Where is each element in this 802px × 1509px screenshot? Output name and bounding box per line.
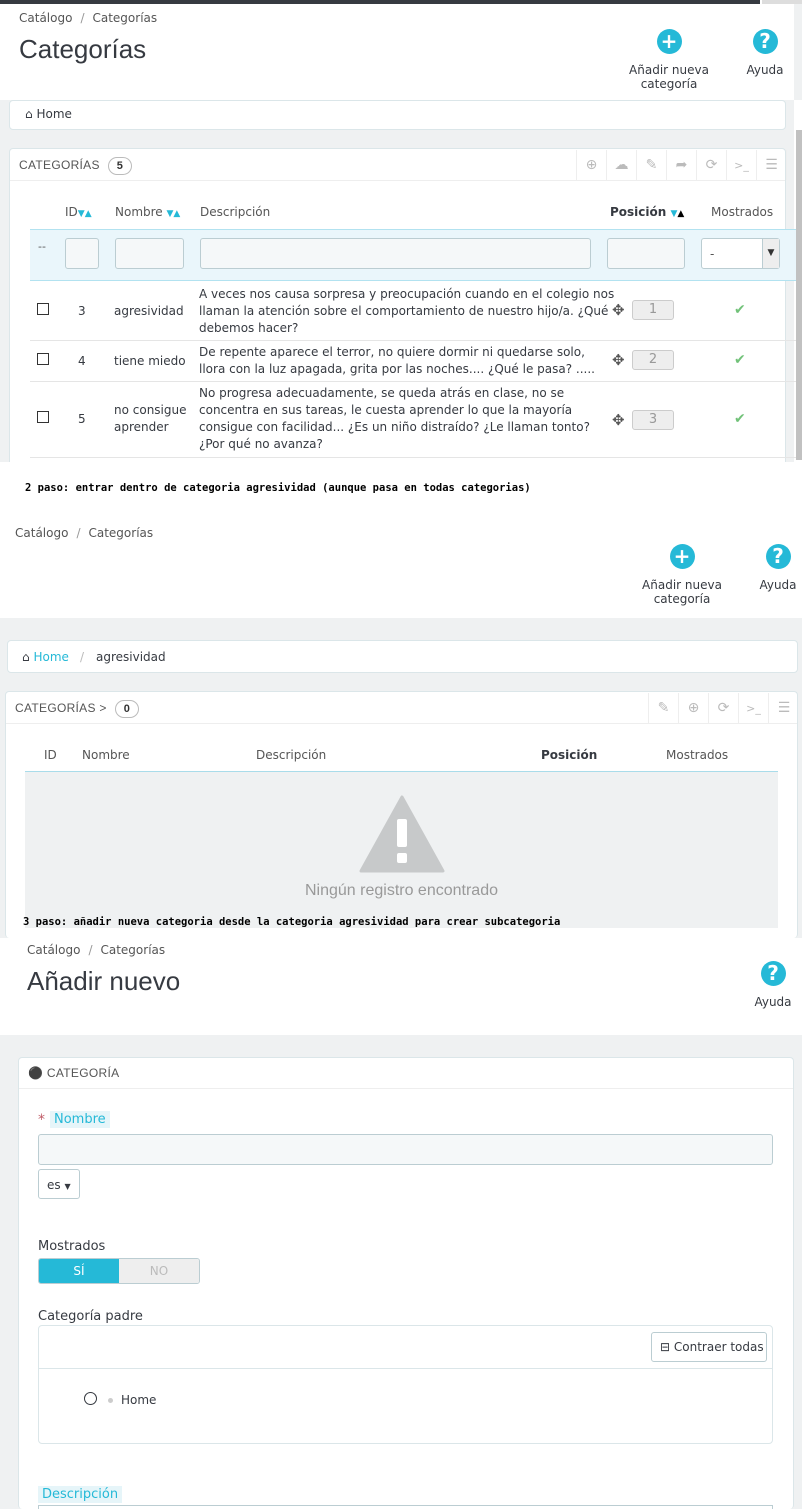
panel-heading bbox=[15, 700, 139, 718]
help-label: Ayuda bbox=[746, 63, 784, 77]
row-checkbox[interactable] bbox=[37, 353, 49, 365]
col-position[interactable] bbox=[610, 205, 684, 219]
panel-heading bbox=[19, 157, 132, 175]
breadcrumb-categories[interactable]: Categorías bbox=[88, 526, 154, 540]
breadcrumb-catalog[interactable]: Catálogo bbox=[19, 11, 73, 25]
refresh-icon[interactable]: ⟳ bbox=[697, 150, 727, 180]
row-desc-line: No progresa adecuadamente, se queda atrás en clase, no se bbox=[199, 386, 565, 400]
drag-move-icon[interactable]: ✥ bbox=[612, 301, 625, 319]
add-category-label: Añadir nueva categoría bbox=[629, 63, 709, 91]
panel-divider bbox=[6, 723, 797, 724]
database-icon[interactable]: ☰ bbox=[777, 700, 791, 716]
question-circle-icon: ? bbox=[766, 544, 791, 569]
help-button[interactable] bbox=[753, 961, 793, 1009]
row-checkbox[interactable] bbox=[37, 411, 49, 423]
panel-divider bbox=[19, 1088, 793, 1089]
switch-no[interactable]: NO bbox=[119, 1259, 199, 1283]
breadcrumb: Catálogo / Categorías bbox=[19, 11, 158, 25]
col-description: Descripción bbox=[200, 205, 271, 219]
plus-circle-icon: + bbox=[670, 544, 695, 569]
sort-arrows-icon[interactable]: ▼▲ bbox=[77, 209, 92, 219]
panel-title: CATEGORÍA bbox=[46, 1066, 120, 1080]
home-label: Home bbox=[33, 650, 69, 664]
breadcrumb: Catálogo / Categorías bbox=[27, 943, 166, 957]
add-category-button[interactable] bbox=[613, 544, 751, 606]
breadcrumb-categories[interactable]: Categorías bbox=[100, 943, 166, 957]
switch-yes[interactable]: SÍ bbox=[39, 1259, 119, 1283]
row-desc-line: A veces nos causa sorpresa y preocupación cuando en el colegio nos bbox=[199, 287, 615, 301]
col-position: Posición bbox=[541, 748, 598, 762]
row-name: no consigue aprender bbox=[114, 403, 187, 434]
share-icon[interactable]: ➦ bbox=[667, 150, 697, 180]
annotation-step-3: 3 paso: añadir nueva categoria desde la categoria agresividad para crear subcategoria bbox=[23, 916, 561, 928]
row-desc-line: debemos hacer? bbox=[199, 321, 299, 335]
col-name: Nombre bbox=[82, 748, 130, 762]
page-title: Añadir nuevo bbox=[27, 966, 181, 996]
home-icon: ⌂ bbox=[25, 107, 33, 121]
drag-move-icon[interactable]: ✥ bbox=[612, 351, 625, 369]
col-name-label: Nombre bbox=[115, 205, 163, 219]
empty-message: Ningún registro encontrado bbox=[304, 882, 498, 899]
count-badge: 5 bbox=[108, 157, 132, 175]
home-radio[interactable] bbox=[84, 1392, 97, 1405]
filter-position-input[interactable] bbox=[607, 238, 685, 269]
warning-icon bbox=[359, 795, 445, 873]
add-icon[interactable]: ⊕ bbox=[679, 693, 709, 723]
drag-move-icon[interactable]: ✥ bbox=[612, 411, 625, 429]
question-circle-icon: ? bbox=[761, 961, 786, 986]
description-label-text: Descripción bbox=[38, 1486, 122, 1503]
name-label bbox=[50, 1111, 110, 1128]
description-editor[interactable] bbox=[38, 1505, 773, 1509]
question-circle-icon: ? bbox=[753, 29, 778, 54]
check-icon[interactable]: ✔ bbox=[734, 352, 746, 368]
required-marker: * bbox=[38, 1112, 45, 1128]
language-value: es bbox=[47, 1178, 61, 1192]
shown-switch[interactable] bbox=[38, 1258, 200, 1284]
sort-arrows-icon[interactable]: ▼▲ bbox=[166, 209, 181, 219]
col-position-label: Posición bbox=[610, 205, 667, 219]
panel-title: CATEGORÍAS bbox=[19, 158, 100, 172]
col-shown: Mostrados bbox=[711, 205, 774, 219]
panel-toolbar bbox=[648, 693, 799, 723]
bullet-icon bbox=[108, 1398, 113, 1403]
row-desc-line: concentra en sus tareas, le cuesta aprender lo que la mayoría bbox=[199, 403, 573, 417]
col-name[interactable] bbox=[115, 205, 180, 219]
name-input[interactable] bbox=[38, 1134, 773, 1165]
description-label bbox=[38, 1486, 122, 1503]
col-id-label: ID bbox=[65, 205, 78, 219]
filter-shown-select[interactable] bbox=[701, 238, 780, 269]
home-label: Home bbox=[36, 107, 72, 121]
row-id: 3 bbox=[78, 304, 86, 318]
refresh-icon[interactable]: ⟳ bbox=[709, 693, 739, 723]
crumb-current: agresividad bbox=[96, 650, 166, 664]
filter-dash: -- bbox=[38, 240, 46, 253]
tree-home-label: Home bbox=[121, 1393, 157, 1407]
row-desc-line: llaman la atención sobre el comportamiento de nuestro hijo/a. ¿Qué bbox=[199, 304, 609, 318]
position-box: 2 bbox=[632, 350, 674, 370]
tags-icon: ⚫ bbox=[28, 1066, 44, 1080]
sort-arrows-icon[interactable]: ▼▲ bbox=[670, 209, 685, 219]
breadcrumb-catalog[interactable]: Catálogo bbox=[27, 943, 81, 957]
position-box: 1 bbox=[632, 300, 674, 320]
help-button[interactable] bbox=[758, 544, 798, 592]
caret-down-icon: ▼ bbox=[64, 1182, 71, 1191]
collapse-icon: ⊟ bbox=[660, 1340, 671, 1354]
collapse-all-button[interactable] bbox=[651, 1332, 767, 1362]
spacer bbox=[25, 928, 778, 938]
language-dropdown[interactable] bbox=[38, 1169, 80, 1199]
check-icon[interactable]: ✔ bbox=[734, 302, 746, 318]
breadcrumb-categories[interactable]: Categorías bbox=[92, 11, 158, 25]
panel-title: CATEGORÍAS > bbox=[15, 701, 107, 715]
panel-heading bbox=[28, 1066, 119, 1080]
filter-description-input[interactable] bbox=[200, 238, 591, 269]
breadcrumb-panel bbox=[7, 640, 798, 673]
col-id[interactable] bbox=[65, 205, 92, 219]
page-title: Categorías bbox=[19, 34, 147, 64]
parent-category-label: Categoría padre bbox=[38, 1309, 143, 1324]
row-id: 4 bbox=[78, 354, 86, 368]
home-link[interactable] bbox=[25, 107, 72, 121]
terminal-icon[interactable]: >_ bbox=[727, 150, 757, 180]
terminal-icon[interactable]: >_ bbox=[739, 693, 769, 723]
home-breadcrumb-panel bbox=[9, 100, 786, 130]
database-icon[interactable]: ☰ bbox=[757, 150, 787, 180]
panel-toolbar bbox=[576, 150, 787, 180]
panel-divider bbox=[10, 180, 785, 181]
col-shown: Mostrados bbox=[666, 748, 729, 762]
row-id: 5 bbox=[78, 412, 86, 426]
row-desc-line: llora con la luz apagada, grita por las noches.... ¿Qué le pasa? ..... bbox=[199, 362, 595, 376]
home-link[interactable] bbox=[22, 650, 69, 664]
col-description: Descripción bbox=[256, 748, 327, 762]
row-desc-line: ¿Por qué no avanza? bbox=[199, 437, 323, 451]
home-icon: ⌂ bbox=[22, 650, 30, 664]
annotation-step-2: 2 paso: entrar dentro de categoria agresividad (aunque pasa en todas categorias) bbox=[25, 482, 531, 494]
row-desc-line: consigue con facilidad... ¿Es un niño distraído? ¿Le llaman tonto? bbox=[199, 420, 590, 434]
scrollbar-thumb[interactable] bbox=[796, 130, 802, 460]
row-name: agresividad bbox=[114, 304, 184, 318]
row-desc-line: De repente aparece el terror, no quiere dormir ni quedarse solo, bbox=[199, 345, 585, 359]
check-icon[interactable]: ✔ bbox=[734, 411, 746, 427]
col-id: ID bbox=[44, 748, 57, 762]
breadcrumb: Catálogo / Categorías bbox=[15, 526, 154, 540]
select-value: - bbox=[710, 247, 715, 261]
help-label: Ayuda bbox=[759, 578, 797, 592]
tree-divider bbox=[39, 1368, 772, 1369]
filter-id-input[interactable] bbox=[65, 238, 99, 269]
filter-name-input[interactable] bbox=[115, 238, 184, 269]
add-category-button[interactable] bbox=[600, 29, 738, 91]
help-button[interactable] bbox=[745, 29, 785, 77]
edit-icon[interactable]: ✎ bbox=[649, 693, 679, 723]
edit-icon[interactable]: ✎ bbox=[637, 150, 667, 180]
count-badge: 0 bbox=[115, 700, 139, 718]
row-name: tiene miedo bbox=[114, 354, 186, 368]
name-label-text: Nombre bbox=[50, 1111, 110, 1128]
add-category-label: Añadir nueva categoría bbox=[642, 578, 722, 606]
chevron-down-icon: ▼ bbox=[762, 239, 779, 268]
cloud-upload-icon[interactable]: ☁ bbox=[607, 150, 637, 180]
collapse-label: Contraer todas bbox=[673, 1340, 764, 1354]
position-box: 3 bbox=[632, 410, 674, 430]
plus-circle-icon: + bbox=[657, 29, 682, 54]
breadcrumb-catalog[interactable]: Catálogo bbox=[15, 526, 69, 540]
crumb-separator: / bbox=[80, 650, 85, 664]
shown-label: Mostrados bbox=[38, 1239, 106, 1254]
row-checkbox[interactable] bbox=[37, 303, 49, 315]
add-icon[interactable]: ⊕ bbox=[577, 150, 607, 180]
help-label: Ayuda bbox=[754, 995, 792, 1009]
